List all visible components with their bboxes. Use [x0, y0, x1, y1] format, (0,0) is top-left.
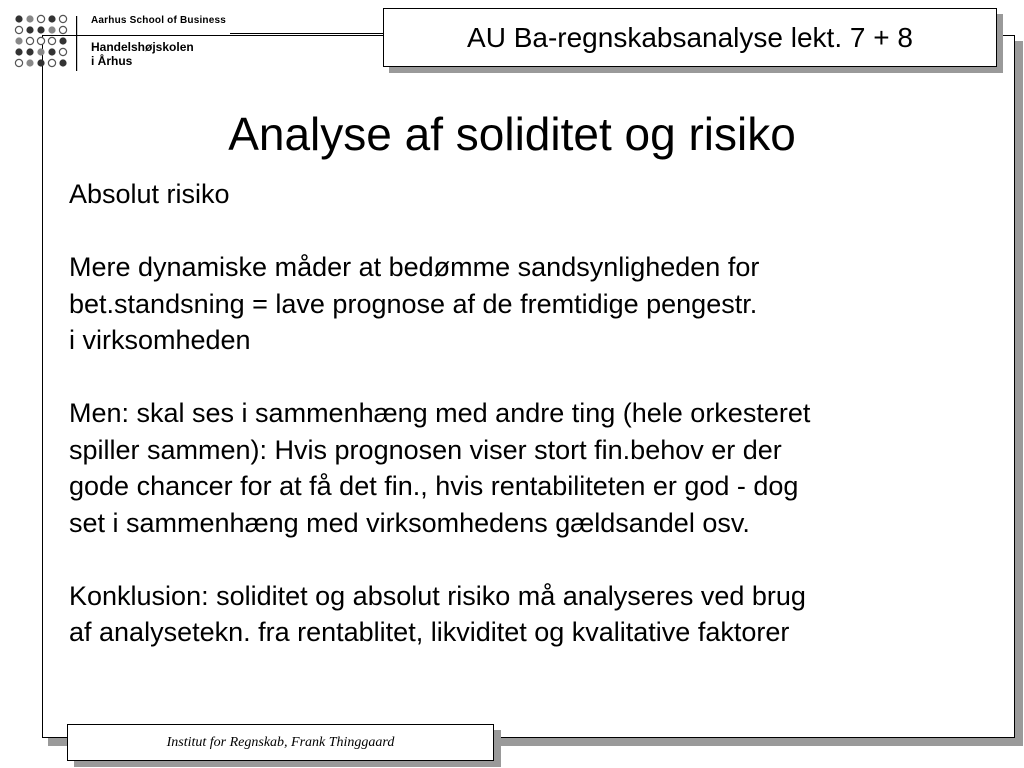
logo-school-name-da [91, 40, 241, 68]
paragraph-gap [69, 213, 1019, 250]
text-line: spiller sammen): Hvis prognosen viser stort fin.behov er der [69, 434, 782, 465]
header-rule [230, 33, 390, 34]
logo-school-name-da-line1: Handelshøjskolen [91, 40, 194, 54]
logo-school-name-en: Aarhus School of Business [91, 15, 227, 26]
slide-title: Analyse af soliditet og risiko [228, 108, 796, 160]
paragraph-gap [69, 541, 1019, 578]
text-line: Absolut risiko [69, 179, 230, 209]
course-label: AU Ba-regnskabsanalyse lekt. 7 + 8 [467, 21, 913, 53]
text-line: Mere dynamiske måder at bedømme sandsynligheden for [69, 252, 760, 282]
text-line: bet.standsning = lave prognose af de fremtidige pengestr. [69, 288, 758, 319]
logo-school-name-da-line2: i Århus [91, 54, 133, 68]
text-line: Men: skal ses i sammenhæng med andre ting (hele orkesteret [69, 398, 811, 428]
footer-credit: Institut for Regnskab, Frank Thinggaard [166, 734, 395, 750]
dot-grid-logo-icon [14, 14, 84, 74]
paragraph-dynamiske-maader [69, 249, 1019, 359]
text-line: set i sammenhæng med virksomhedens gældsandel osv. [69, 507, 750, 538]
paragraph-konklusion [69, 578, 1019, 651]
text-line: gode chancer for at få det fin., hvis rentabiliteten er god - dog [69, 471, 799, 501]
course-label-box [383, 8, 997, 67]
paragraph-gap [69, 359, 1019, 396]
footer-credit-box [67, 724, 494, 761]
text-line: Konklusion: soliditet og absolut risiko må analyseres ved brug [69, 580, 806, 611]
text-line: af analysetekn. fra rentablitet, likviditet og kvalitative faktorer [69, 617, 790, 647]
slide-body [69, 176, 1019, 651]
school-logo [14, 14, 254, 74]
paragraph-absolut-risiko [69, 176, 1019, 213]
text-line: i virksomheden [69, 325, 251, 355]
paragraph-men [69, 395, 1019, 541]
